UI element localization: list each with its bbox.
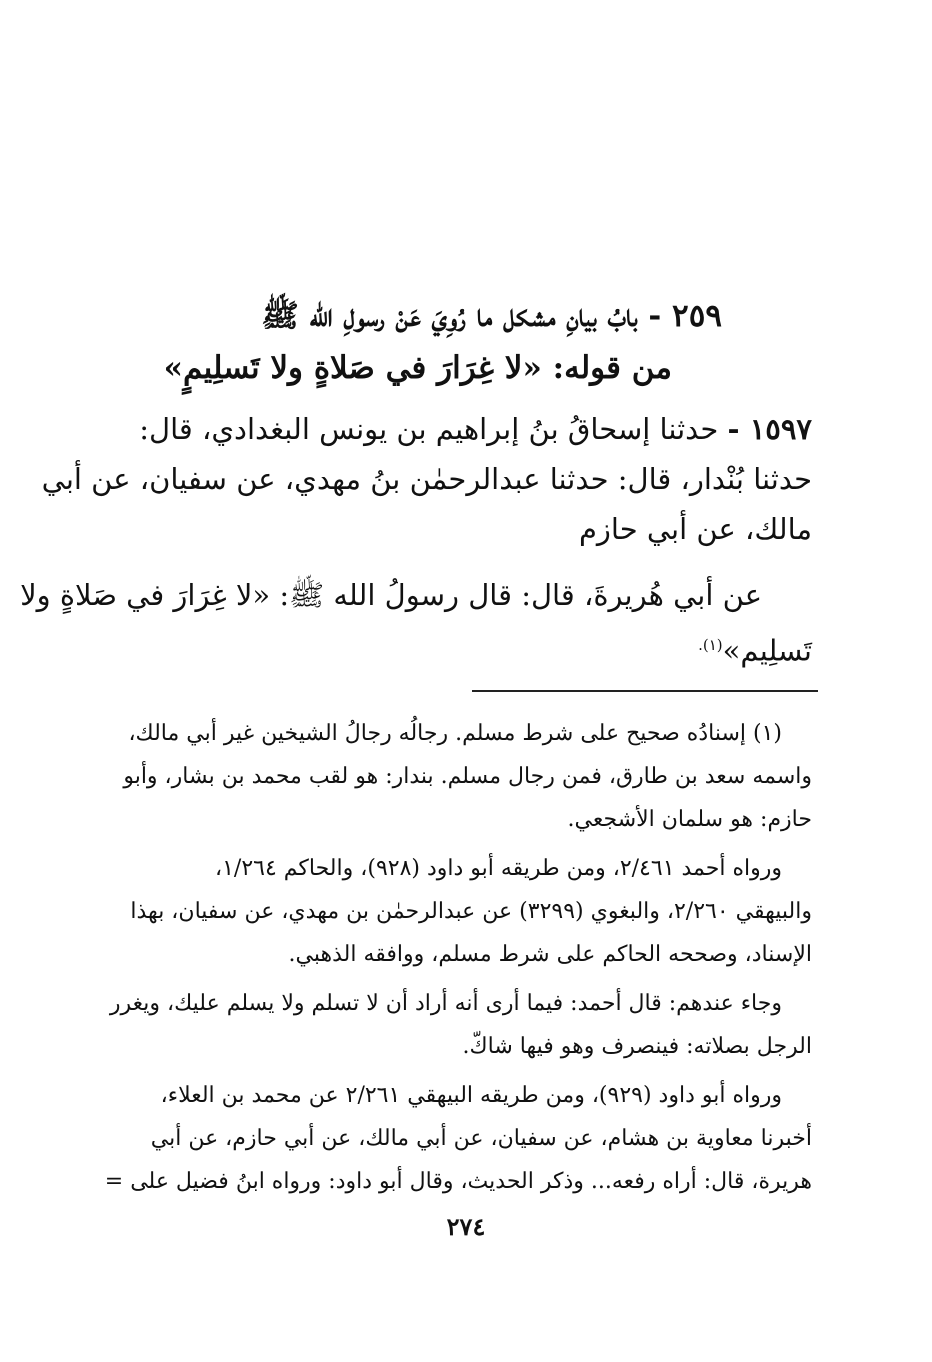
hadith-line [112, 620, 812, 676]
footnote-separator [472, 690, 818, 692]
footnote-line: وجاء عندهم: قال أحمد: فيما أرى أنه أراد أن لا تسلم ولا يسلم عليك، ويغرر [109, 991, 782, 1016]
paragraph-gap [112, 554, 812, 570]
hadith-number: ١٥٩٧ - [727, 412, 812, 446]
hadith-line: حدثنا بُنْدار، قال: حدثنا عبدالرحمٰن بنُ مهدي، عن سفيان، عن أبي [41, 462, 812, 496]
footnote-line: ورواه أبو داود (٩٢٩)، ومن طريقه البيهقي ٢/٢٦١ عن محمد بن العلاء، [160, 1083, 782, 1108]
hadith-line [112, 404, 812, 454]
hadith-line: مالك، عن أبي حازم [578, 512, 812, 546]
footnote-line: الإسناد، وصححه الحاكم على شرط مسلم، ووافقه الذهبي. [288, 942, 812, 967]
chapter-title-line-2: من قوله: «لا غِرَارَ في صَلاةٍ ولا تَسلِيمٍ» [163, 350, 672, 386]
footnote-paragraph [112, 847, 812, 976]
page-number: ٢٧٤ [446, 1212, 486, 1241]
footnote-line: (١) إسنادُه صحيح على شرط مسلم. رجالُه رجالُ الشيخين غير أبي مالك، [128, 721, 782, 746]
footnote-line: أخبرنا معاوية بن هشام، عن سفيان، عن أبي مالك، عن أبي حازم، عن أبي [150, 1126, 812, 1151]
hadith-line-5-text: تَسلِيم» [722, 633, 812, 668]
chapter-title-line-1: ٢٥٩ - بابُ بيانِ مشكل ما رُوِيَ عَنْ رسولِ الله ﷺ [261, 298, 722, 334]
hadith-line: عن أبي هُريرةَ، قال: قال رسولُ الله ﷺ: «لا غِرَارَ في صَلاةٍ ولا [20, 578, 762, 612]
footnote-line: ورواه أحمد ٢/٤٦١، ومن طريقه أبو داود (٩٢٨)، والحاكم ١/٢٦٤، [215, 856, 782, 881]
footnote-line: هريرة، قال: أراه رفعه... وذكر الحديث، وقال أبو داود: ورواه ابنُ فضيل على = [104, 1169, 812, 1194]
footnote-paragraph [104, 1074, 812, 1203]
hadith-text [20, 404, 812, 676]
footnote-line: حازم: هو سلمان الأشجعي. [567, 807, 812, 832]
footnotes [104, 712, 812, 1209]
footnote-line: الرجل بصلاته: فينصرف وهو فيها شاكّ. [462, 1034, 812, 1059]
hadith-line-1-text: حدثنا إسحاقُ بنُ إبراهيم بن يونس البغدادي، قال: [139, 412, 719, 446]
footnote-paragraph [109, 982, 812, 1068]
footnote-paragraph [112, 712, 812, 841]
footnote-line: والبيهقي ٢/٢٦٠، والبغوي (٣٢٩٩) عن عبدالرحمٰن بن مهدي، عن سفيان، بهذا [130, 899, 812, 924]
chapter-heading [162, 290, 722, 394]
footnote-reference: (١). [698, 636, 723, 654]
footnote-line: واسمه سعد بن طارق، فمن رجال مسلم. بندار: هو لقب محمد بن بشار، وأبو [123, 764, 812, 789]
